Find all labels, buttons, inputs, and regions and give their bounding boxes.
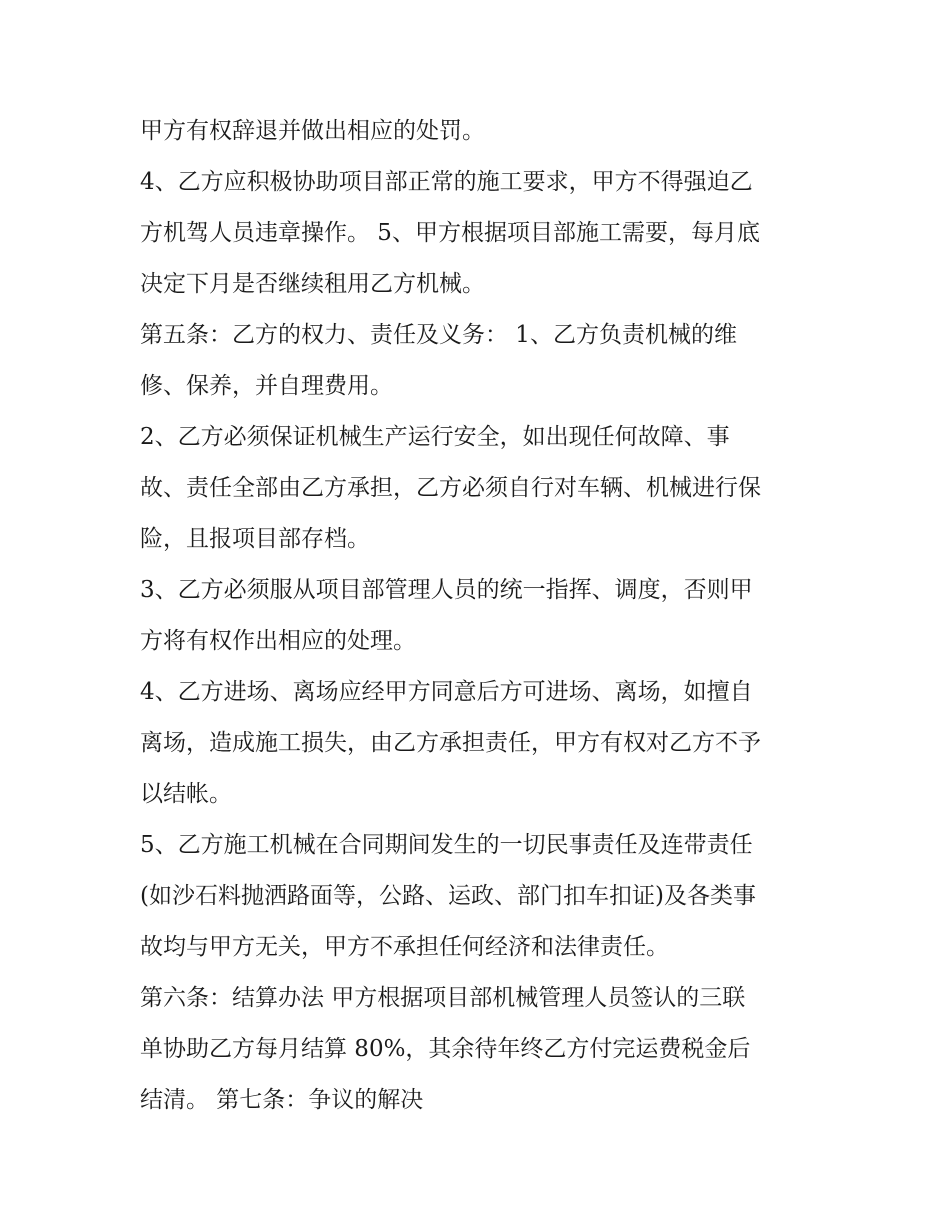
contract-body bbox=[140, 106, 820, 1126]
text-line: 方机驾人员违章操作。 5、甲方根据项目部施工需要，每月底 bbox=[140, 220, 760, 246]
text-line: 结清。 第七条：争议的解决 bbox=[140, 1087, 424, 1113]
text-line: 第五条：乙方的权力、责任及义务： 1、乙方负责机械的维 bbox=[140, 322, 737, 348]
text-line: 甲方有权辞退并做出相应的处罚。 bbox=[140, 118, 485, 144]
text-line: 4、乙方应积极协助项目部正常的施工要求，甲方不得强迫乙 bbox=[140, 169, 753, 195]
text-line: 5、乙方施工机械在合同期间发生的一切民事责任及连带责任 bbox=[140, 832, 753, 858]
text-line: 险，且报项目部存档。 bbox=[140, 526, 370, 552]
text-line: 修、保养，并自理费用。 bbox=[140, 373, 393, 399]
text-line: 方将有权作出相应的处理。 bbox=[140, 628, 416, 654]
text-line: 离场，造成施工损失，由乙方承担责任，甲方有权对乙方不予 bbox=[140, 730, 761, 756]
text-line: (如沙石料抛洒路面等，公路、运政、部门扣车扣证)及各类事 bbox=[140, 883, 756, 909]
text-line: 以结帐。 bbox=[140, 781, 232, 807]
text-line: 决定下月是否继续租用乙方机械。 bbox=[140, 271, 485, 297]
text-line: 第六条：结算办法 甲方根据项目部机械管理人员签认的三联 bbox=[140, 985, 746, 1011]
text-line: 故、责任全部由乙方承担，乙方必须自行对车辆、机械进行保 bbox=[140, 475, 761, 501]
text-line: 2、乙方必须保证机械生产运行安全，如出现任何故障、事 bbox=[140, 424, 730, 450]
text-line: 4、乙方进场、离场应经甲方同意后方可进场、离场，如擅自 bbox=[140, 679, 753, 705]
text-line: 3、乙方必须服从项目部管理人员的统一指挥、调度，否则甲 bbox=[140, 577, 753, 603]
text-line: 故均与甲方无关，甲方不承担任何经济和法律责任。 bbox=[140, 934, 669, 960]
text-line: 单协助乙方每月结算 80%，其余待年终乙方付完运费税金后 bbox=[140, 1036, 751, 1062]
